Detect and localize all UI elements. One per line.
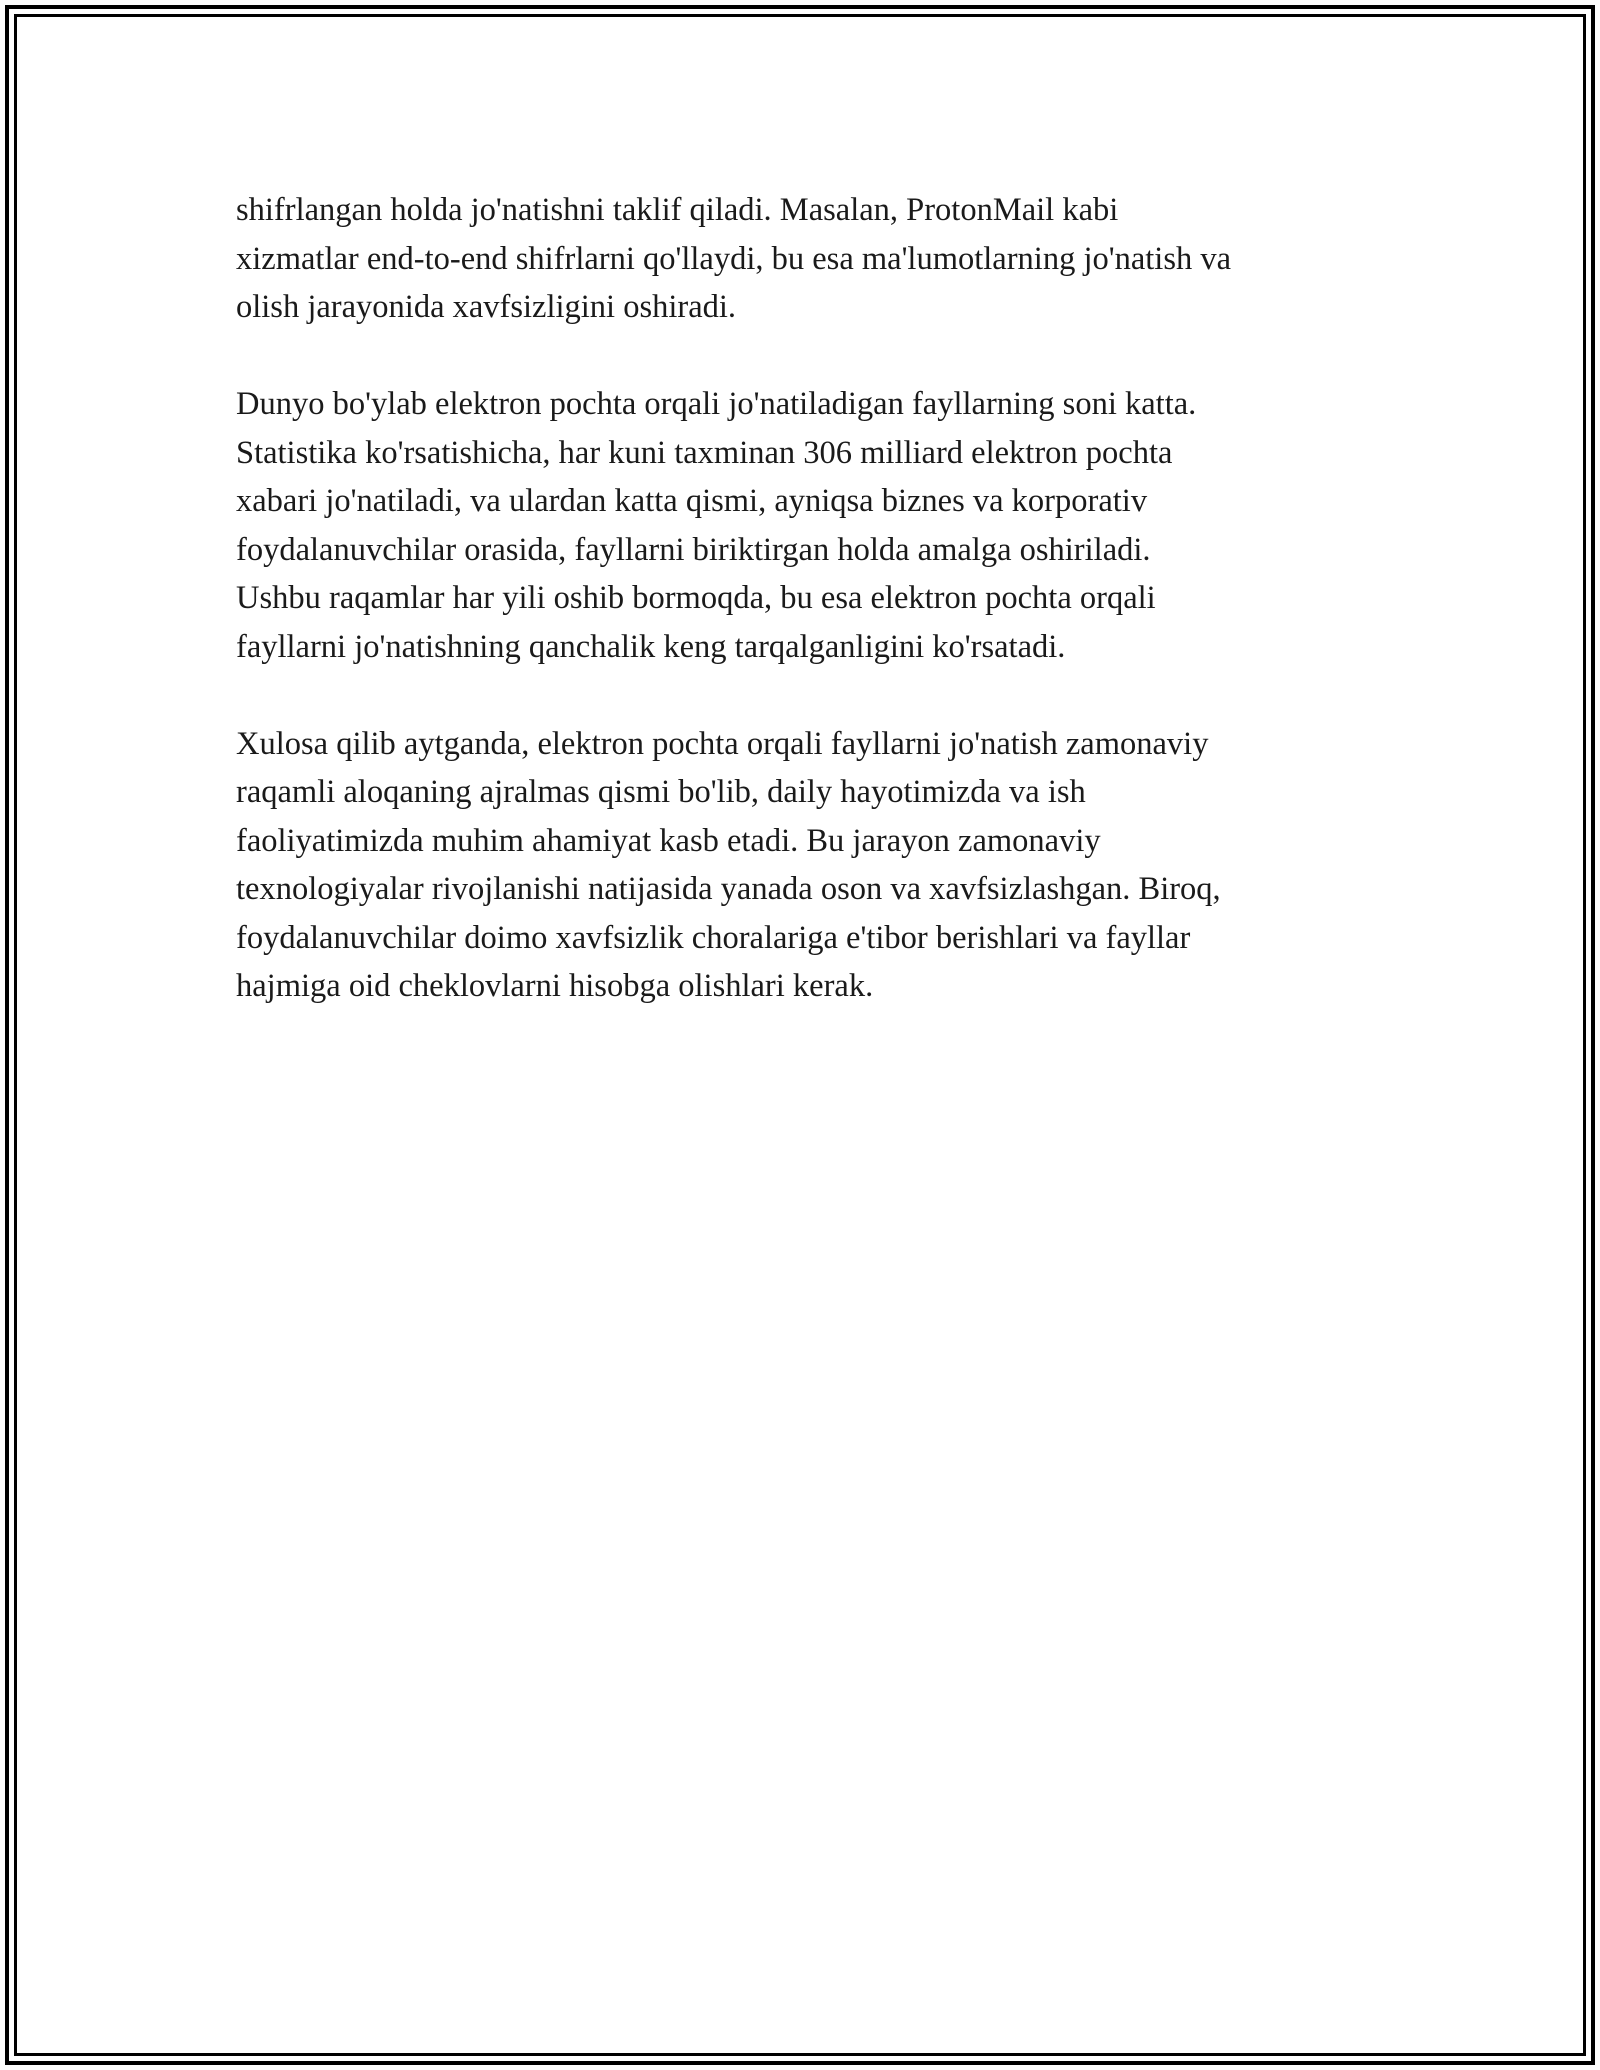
paragraph-conclusion: Xulosa qilib aytganda, elektron pochta orqali fayllarni jo'natish zamonaviy raqamli aloqaning ajralmas qismi bo'lib, daily hayotimizda va ish faoliyatimizda muhim ahamiyat kasb etadi. Bu jarayon zamonaviy texnologiyalar rivojlanishi natijasida yanada oson va xavfsizlashgan. Biroq, foydalanuvchilar doimo xavfsizlik choralariga e'tibor berishlari va fayllar hajmiga oid cheklovlarni hisobga olishlari kerak. bbox=[236, 725, 1221, 1004]
paragraph-statistics: Dunyo bo'ylab elektron pochta orqali jo'natiladigan fayllarning soni katta. Statistika ko'rsatishicha, har kuni taxminan 306 milliard elektron pochta xabari jo'natiladi, va ulardan katta qismi, ayniqsa biznes va korporativ foydalanuvchilar orasida, fayllarni biriktirgan holda amalga oshiriladi. Ushbu raqamlar har yili oshib bormoqda, bu esa elektron pochta orqali fayllarni jo'natishning qanchalik keng tarqalganligini ko'rsatadi. bbox=[236, 386, 1197, 665]
paragraph-encryption: shifrlangan holda jo'natishni taklif qiladi. Masalan, ProtonMail kabi xizmatlar end-to-end shifrlarni qo'llaydi, bu esa ma'lumotlarning jo'natish va olish jarayonida xavfsizligini oshiradi. bbox=[236, 192, 1232, 325]
document-body bbox=[236, 186, 1366, 1059]
